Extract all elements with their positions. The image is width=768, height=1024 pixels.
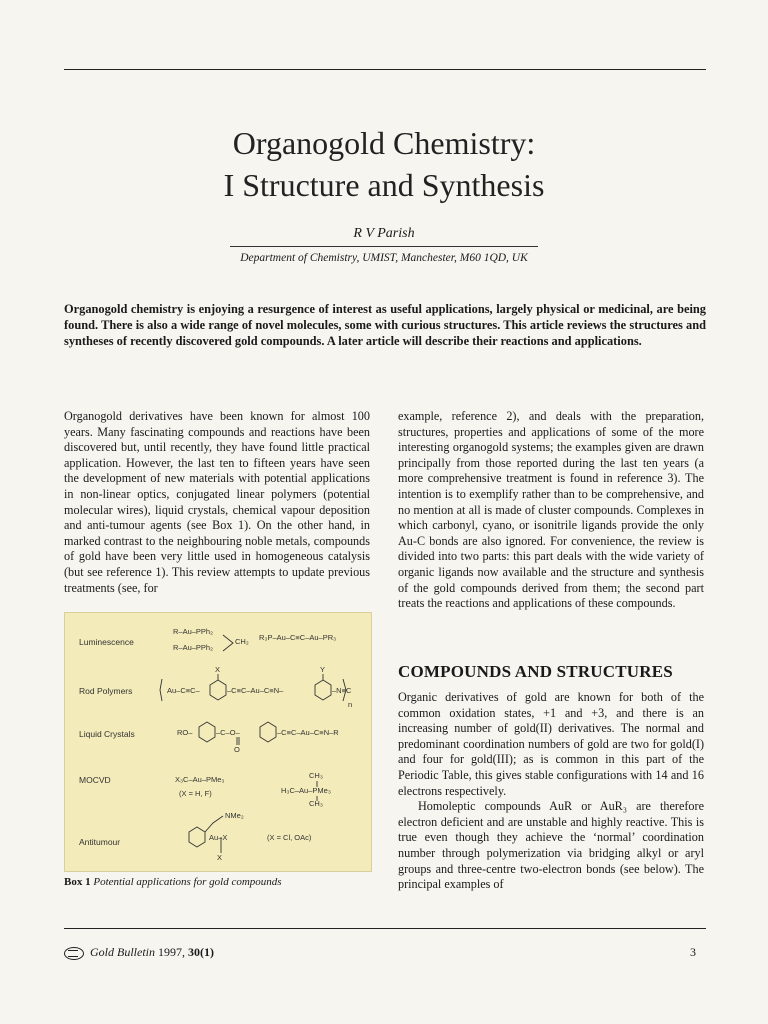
section-paragraph-1: Organic derivatives of gold are known for both of the common oxidation states, +1 and +3, and there is an increasing number of gold(II) derivatives. The normal and predominant coordination numbers of gold are two for gold(I) and four for gold(III); as is common in this part of the Periodic Table, this gives stable configurations with 14 and 16 electrons respectively.: [398, 690, 704, 798]
mocvd-ch3-top: CH₃: [309, 771, 323, 780]
box-1-figure: [64, 612, 372, 872]
luminescence-formula-ch2: CH₂: [235, 637, 249, 646]
antitumour-au-x: Au–X: [209, 833, 228, 842]
mocvd-note: (X = H, F): [179, 789, 212, 798]
author-rule: [230, 246, 538, 247]
rod-polymer-sub-y: Y: [320, 665, 326, 674]
gold-bulletin-logo-icon: [64, 947, 84, 960]
liquid-crystal-ro: RO–: [177, 728, 193, 737]
mocvd-formula-b: H₃C–Au–PMe₃: [281, 786, 331, 795]
rod-polymer-sub-x: X: [215, 665, 221, 674]
title-line-1: Organogold Chemistry:: [232, 125, 536, 161]
abstract: Organogold chemistry is enjoying a resurgence of interest as useful applications, largely physical or medicinal, are being found. There is also a wide range of novel molecules, some with curious structures. This article reviews the structures and syntheses of recently discovered gold compounds. A later article will describe their reactions and applications.: [64, 302, 706, 348]
top-rule: [64, 69, 706, 70]
rod-polymer-part-a: Au–C≡C–: [167, 686, 200, 695]
title-line-2: I Structure and Synthesis: [223, 167, 545, 203]
liquid-crystal-end: –C≡C–Au–C≡N–R: [277, 728, 339, 737]
antitumour-note: (X = Cl, OAc): [267, 833, 312, 842]
box-caption: [64, 876, 282, 888]
liquid-crystal-oxygen: O: [234, 745, 240, 754]
section-body: [398, 690, 704, 893]
intro-paragraph-left: Organogold derivatives have been known for almost 100 years. Many fascinating compounds and reactions have been discovered but, until recently, they have found little practical application. However, the last ten to fifteen years have seen the development of new materials with potential applications in non-linear optics, conjugated linear polymers (potential molecular wires), liquid crystals, chemical vapour deposition and anti-tumour agents (see Box 1). On the other hand, in marked contrast to the neighbouring noble metals, compounds of gold have been very little used in homogeneous catalysis (but see reference 1). This review attempts to update previous treatments (see, for: [64, 409, 370, 595]
mocvd-formula-a: X₃C–Au–PMe₃: [175, 775, 225, 784]
antitumour-x: X: [217, 853, 223, 862]
footer-citation: [64, 945, 214, 960]
luminescence-formula-c: R₃P–Au–C≡C–Au–PR₃: [259, 633, 337, 642]
page-number: 3: [690, 945, 696, 959]
section-heading: COMPOUNDS AND STRUCTURES: [398, 662, 673, 681]
box-label-mocvd: MOCVD: [79, 775, 111, 785]
box-label-luminescence: Luminescence: [79, 637, 134, 647]
rod-polymer-n: n: [348, 700, 353, 709]
bottom-rule: [64, 928, 706, 929]
footer-year: 1997,: [158, 945, 185, 959]
intro-paragraph-right: example, reference 2), and deals with the preparation, structures, properties and applications of some of the more interesting organogold systems; the examples given are drawn principally from those reported during the last ten years (a more comprehensive treatment is found in reference 3). The intention is to exemplify rather than to be comprehensive, and no mention at all is made of cluster compounds. Complexes in which carbonyl, cyano, or isonitrile ligands provide the only Au-C bonds are also ignored. For convenience, the review is divided into two parts: this part deals with the wide variety of organic ligands now available and the structure and synthesis of the gold compounds derived from them; the second part treats the reactions and applications of these compounds.: [398, 409, 704, 611]
author-affiliation: Department of Chemistry, UMIST, Manchester, M60 1QD, UK: [240, 252, 528, 264]
antitumour-nme2: NMe₂: [225, 811, 244, 820]
footer-journal: Gold Bulletin: [90, 945, 155, 959]
box-label-liquid-crystals: Liquid Crystals: [79, 729, 135, 739]
luminescence-formula-a: R–Au–PPh₂: [173, 627, 214, 636]
box-caption-label: Box 1: [64, 876, 91, 888]
box-label-rod-polymers: Rod Polymers: [79, 686, 133, 696]
box-label-antitumour: Antitumour: [79, 837, 121, 847]
section-paragraph-2: Homoleptic compounds AuR or AuR₃ are therefore electron deficient and are unstable and highly reactive. This is true even though they achieve the ‘normal’ coordination number through polymerization via bridging alkyl or aryl groups and three-centre two-electron bonds (see below). The principal examples of: [398, 799, 704, 892]
author-name: R V Parish: [353, 226, 415, 241]
luminescence-formula-b: R–Au–PPh₂: [173, 643, 214, 652]
footer-volume: 30(1): [188, 945, 214, 959]
mocvd-ch3-bottom: CH₃: [309, 799, 323, 808]
liquid-crystal-ester: –C–O–: [216, 728, 240, 737]
box-caption-text: Potential applications for gold compounds: [93, 876, 282, 888]
rod-polymer-part-b: –C≡C–Au–C≡N–: [227, 686, 284, 695]
rod-polymer-part-c: –N≡C: [332, 686, 352, 695]
